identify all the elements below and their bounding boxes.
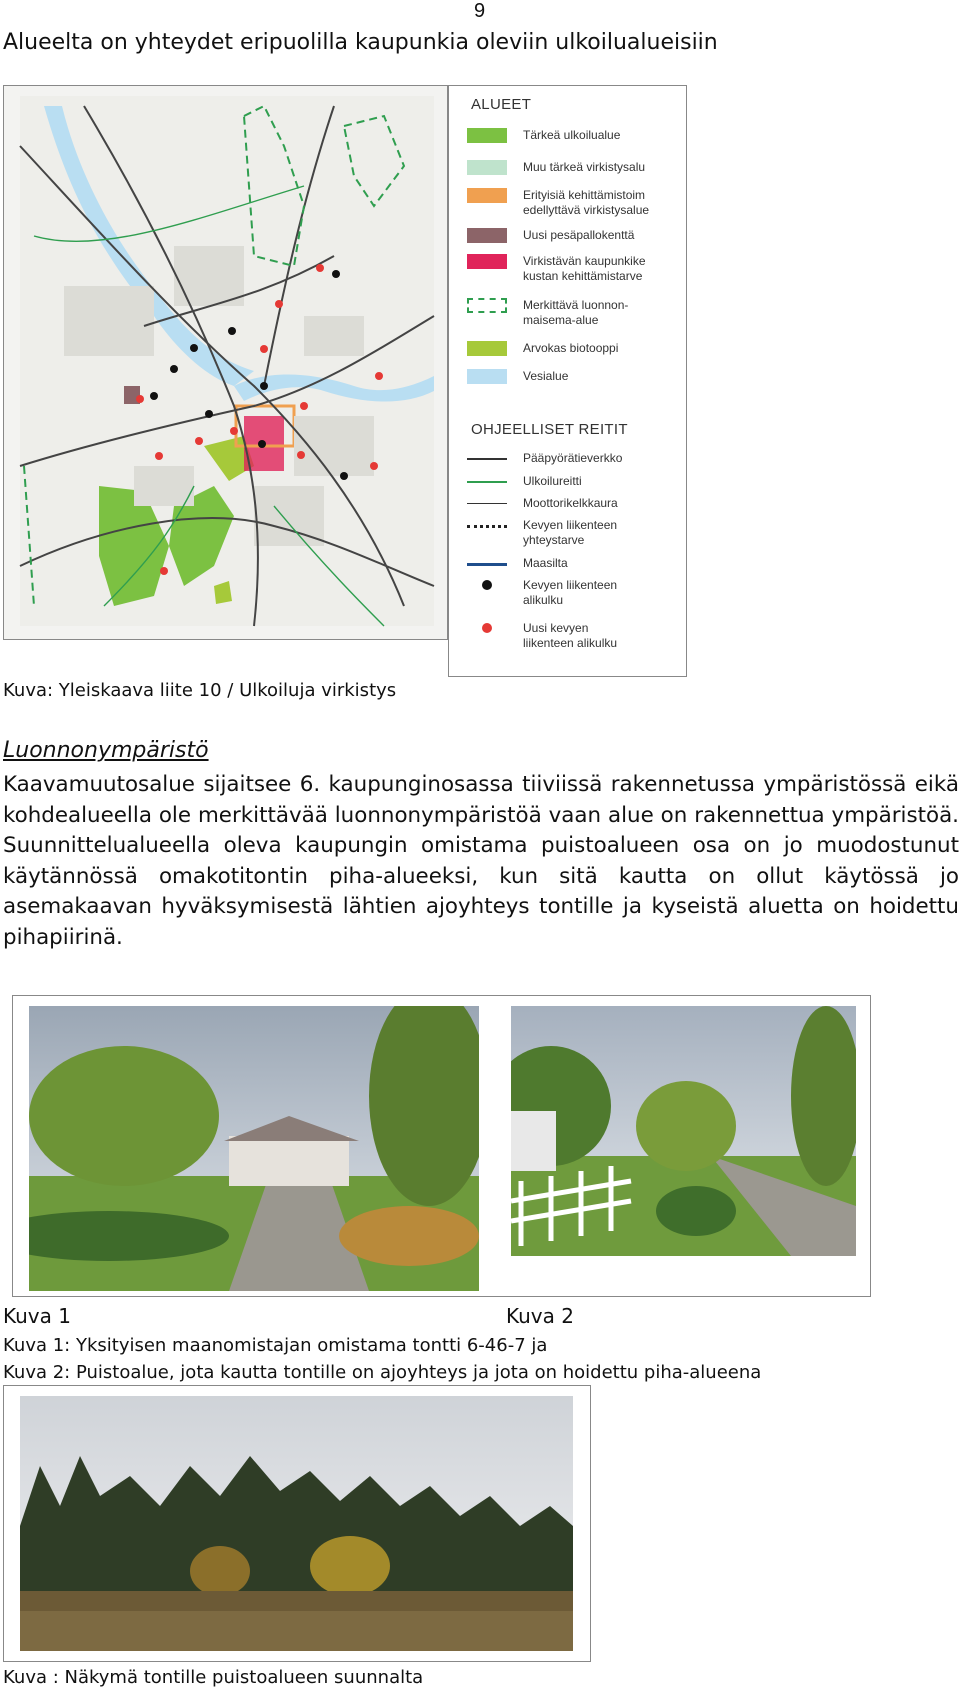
legend-area-label: Uusi pesäpallokenttä [523,228,635,242]
photo-2 [511,1006,856,1256]
legend-route-label: Kevyen liikenteen alikulku [523,578,618,607]
legend-route-item [467,474,673,489]
legend-area-item [467,298,673,328]
legend-route-symbol [467,496,507,511]
legend-route-label: Kevyen liikenteen yhteystarve [523,518,618,547]
legend-area-item [467,128,673,143]
map-figure [3,85,448,640]
legend-area-item [467,160,673,175]
legend-area-item [467,369,673,384]
legend-route-label: Pääpyörätieverkko [523,451,623,465]
legend-route-symbol [467,518,507,533]
legend-swatch [467,228,507,243]
photo-3-caption: Kuva : Näkymä tontille puistoalueen suunnalta [3,1667,424,1688]
legend-route-symbol [467,556,507,571]
legend-swatch [467,128,507,143]
legend-route-symbol [467,621,507,636]
legend-area-label: Virkistävän kaupunkike kustan kehittämistarve [523,254,646,283]
legend-route-symbol [467,451,507,466]
legend-route-item [467,496,673,511]
legend-route-item [467,518,673,548]
map-image [4,86,447,639]
legend-area-label: Arvokas biotooppi [523,341,619,355]
legend-swatch [467,188,507,203]
legend-routes-title: OHJEELLISET REITIT [471,421,628,438]
map-legend [448,85,687,677]
photo-1 [29,1006,479,1291]
legend-swatch [467,298,507,313]
photo-3 [20,1396,573,1651]
page-heading: Alueelta on yhteydet eripuolilla kaupunkia oleviin ulkoilualueisiin [3,30,718,55]
legend-swatch [467,160,507,175]
photo-2-label: Kuva 2 [506,1304,574,1328]
legend-area-label: Erityisiä kehittämistoim edellyttävä virkistysalue [523,188,650,217]
page-number: 9 [474,0,486,22]
legend-route-item [467,578,673,608]
legend-area-item [467,228,673,243]
legend-route-label: Ulkoilureitti [523,474,582,488]
legend-area-label: Tärkeä ulkoilualue [523,128,621,142]
legend-route-symbol [467,474,507,489]
legend-route-item [467,451,673,466]
legend-route-label: Moottorikelkkaura [523,496,618,510]
photo-1-label: Kuva 1 [3,1304,71,1328]
legend-swatch [467,369,507,384]
section-title: Luonnonympäristö [3,738,209,763]
legend-area-label: Vesialue [523,369,569,383]
legend-area-item [467,188,673,218]
paragraph-text: Kaavamuutosalue sijaitsee 6. kaupunginosassa tiiviissä rakennetussa ympäristössä eikä kohdealueella ole merkittävää luonnonympäristöä vaan alue on rakennettua ympäristöä. Suunnittelualueella oleva kaupungin omistama puistoalueen osa on jo muodostunut käytännössä omakotitontin piha-alueeksi, kun sitä kautta on ollut käytössä jo asemakaavan hyväksymisestä lähtien ajoyhteys tontille ja kyseistä aluetta on hoidettu pihapiirinä. [3,772,959,950]
legend-area-label: Muu tärkeä virkistysalu [523,160,646,174]
legend-route-item [467,621,673,651]
legend-swatch [467,254,507,269]
photo-pair-frame [12,995,871,1297]
legend-areas-title: ALUEET [471,96,532,113]
caption-2: Kuva 2: Puistoalue, jota kautta tontille on ajoyhteys ja jota on hoidettu piha-alueena [3,1362,762,1383]
legend-route-label: Maasilta [523,556,568,570]
caption-1: Kuva 1: Yksityisen maanomistajan omistama tontti 6-46-7 ja [3,1335,548,1356]
legend-route-label: Uusi kevyen liikenteen alikulku [523,621,618,650]
map-caption: Kuva: Yleiskaava liite 10 / Ulkoiluja virkistys [3,680,397,701]
legend-area-label: Merkittävä luonnon- maisema-alue [523,298,629,327]
legend-area-item [467,341,673,356]
legend-swatch [467,341,507,356]
legend-area-item [467,254,673,284]
body-paragraph [3,770,959,954]
legend-route-item [467,556,673,571]
photo-3-frame [3,1385,591,1662]
legend-route-symbol [467,578,507,593]
